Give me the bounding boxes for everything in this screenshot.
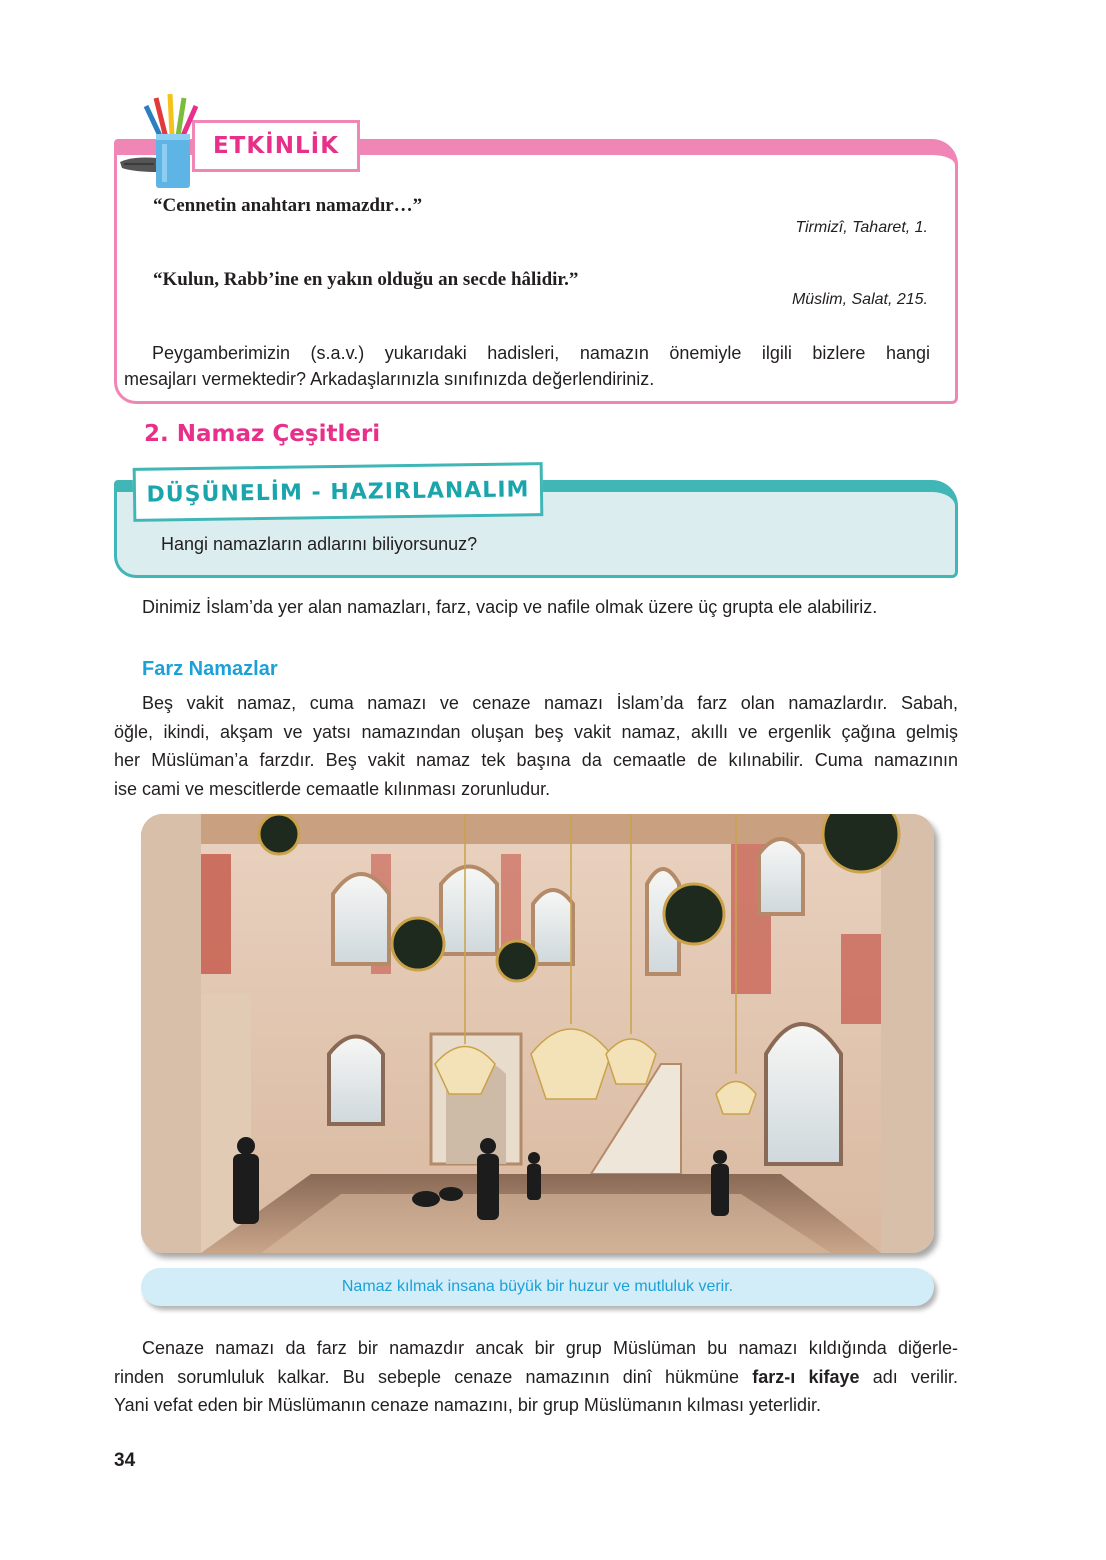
- mosque-interior-photo: [141, 814, 934, 1253]
- hadith-quote-1: “Cennetin anahtarı namazdır…”: [153, 195, 423, 216]
- photo-caption: Namaz kılmak insana büyük bir huzur ve mutluluk verir.: [141, 1268, 934, 1306]
- cenaze-line-2: [114, 1363, 958, 1392]
- think-title-tab: [133, 462, 544, 522]
- think-title: DÜŞÜNELİM - HAZIRLANALIM: [146, 476, 530, 508]
- cenaze-line-2-end: adı verilir.: [859, 1366, 959, 1387]
- farz-line: Beş vakit namaz, cuma namazı ve cenaze namazı İslam’da farz olan namazlardır. Sabah,: [142, 693, 958, 713]
- pencil-cup-icon: [118, 92, 208, 190]
- farz-paragraph: [114, 689, 958, 803]
- page-number: 34: [114, 1450, 136, 1471]
- mosque-illustration: [141, 814, 934, 1253]
- think-question: Hangi namazların adlarını biliyorsunuz?: [161, 534, 478, 554]
- farz-heading: Farz Namazlar: [142, 658, 278, 680]
- hadith-source-1: Tirmizî, Taharet, 1.: [795, 219, 928, 236]
- activity-title-tab: [192, 120, 360, 172]
- activity-title: ETKİNLİK: [212, 133, 340, 159]
- cenaze-line-3: Yani vefat eden bir Müslümanın cenaze namazını, bir grup Müslümanın kılması yeterlidir.: [114, 1395, 822, 1415]
- section-title: 2. Namaz Çeşitleri: [144, 421, 381, 447]
- intro-paragraph: Dinimiz İslam’da yer alan namazları, farz, vacip ve nafile olmak üzere üç grupta ele alabiliriz.: [142, 597, 878, 617]
- farz-line: her Müslüman’a farzdır. Beş vakit namaz tek başına da cemaatle de kılınabilir. Cuma namazının: [114, 750, 958, 770]
- activity-question-line-1: Peygamberimizin (s.a.v.) yukarıdaki hadisleri, namazın önemiyle ilgili bizlere hangi: [152, 343, 930, 363]
- farz-kifaye-term: farz-ı kifaye: [752, 1366, 860, 1387]
- activity-question: [124, 340, 930, 392]
- cenaze-paragraph: [114, 1334, 958, 1420]
- hadith-source-2: Müslim, Salat, 215.: [791, 291, 928, 308]
- farz-line: ise cami ve mescitlerde cemaatle kılınması zorunludur.: [114, 778, 551, 799]
- hadith-quote-2: “Kulun, Rabb’ine en yakın olduğu an secde hâlidir.”: [153, 269, 579, 290]
- activity-question-line-2: mesajları vermektedir? Arkadaşlarınızla sınıfınızda değerlendiriniz.: [124, 369, 655, 389]
- cenaze-line-2-start: rinden sorumluluk kalkar. Bu sebeple cenaze namazının dinî hükmüne: [114, 1366, 753, 1387]
- farz-line: öğle, ikindi, akşam ve yatsı namazından oluşan beş vakit namaz, akıllı ve ergenlik çağına gelmiş: [114, 721, 958, 742]
- cenaze-line-1: Cenaze namazı da farz bir namazdır ancak bir grup Müslüman bu namazı kıldığında diğerle-: [142, 1338, 958, 1358]
